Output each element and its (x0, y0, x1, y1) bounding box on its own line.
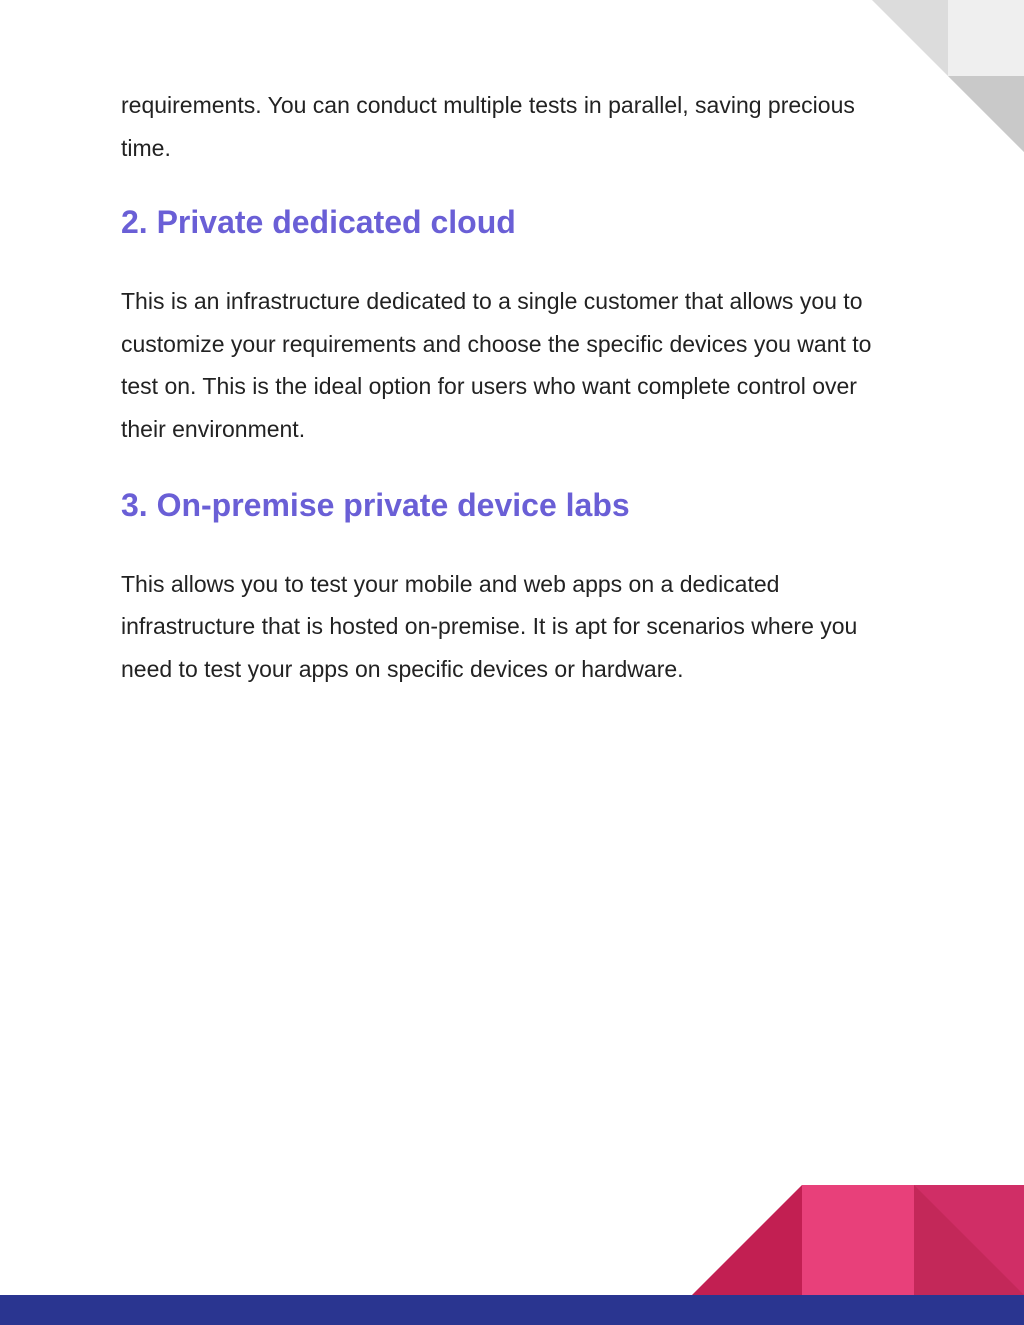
document-body (121, 84, 901, 690)
intro-paragraph: requirements. You can conduct multiple tests in parallel, saving precious time. (121, 92, 855, 161)
section-body-on-premise-labs: This allows you to test your mobile and web apps on a dedicated infrastructure that is hosted on-premise. It is apt for scenarios where you need to test your apps on specific devices or hardware. (121, 570, 858, 682)
section-body-private-cloud: This is an infrastructure dedicated to a single customer that allows you to customize your requirements and choose the specific devices you want to test on. This is the ideal option for users who want complete control over their environment. (121, 288, 872, 442)
footer-decoration (0, 1185, 1024, 1325)
footer-band (0, 1295, 1024, 1325)
section-heading-on-premise-labs: 3. On-premise private device labs (121, 486, 630, 523)
section-heading-private-cloud: 2. Private dedicated cloud (121, 204, 516, 241)
